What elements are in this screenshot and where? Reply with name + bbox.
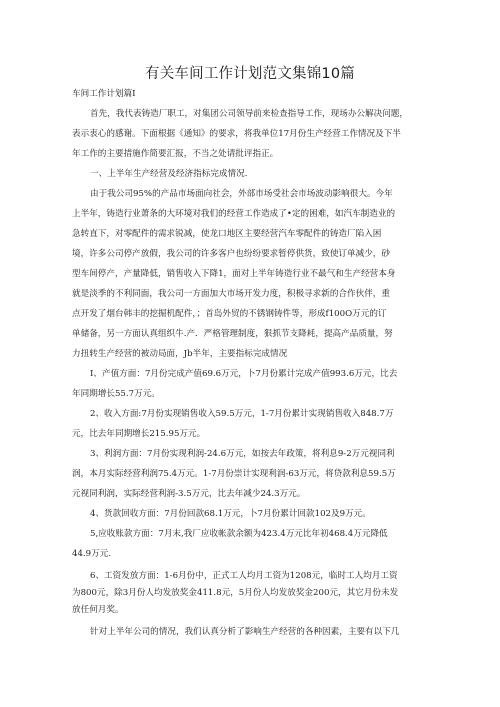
paragraph-line: 为800元，除3月份人均发放奖金411.8元，5月份人均发放奖金200元，其它月份未发 (72, 588, 399, 598)
paragraph-line: 元视同利润，实际经营利润-3.5万元，比去年减少24.3万元。 (72, 489, 306, 499)
paragraph-line: I、产值方面：7月份完成产值69.6万元，卜7月份累计完成产值993.6万元，比去 (90, 369, 398, 379)
paragraph-line: 5,应收账款方面：7月末,我厂应收帐款余额为423.4万元比年初468.4万元降低 (90, 529, 388, 539)
paragraph-line: 放任何月奖。 (72, 605, 124, 615)
paragraph-line: 一、上半年生产经营及经济指标完成情况. (90, 169, 248, 179)
paragraph-line: 上半年，铸造行业萧条的大环境对我们的经营工作造成了•定的困难，如汽车制造业的 (72, 209, 396, 219)
paragraph-line: 润，本月实际经营利润75.4万元。1-7月份崇计实现利润-63万元，将贷款利息59.5万 (72, 469, 396, 479)
paragraph-line: 由于我公司95%的产品市场面向社会，外部市场受社会市场波动影响很大。今年 (90, 189, 393, 199)
paragraph-line: 急转直下，对零配件的需求锐减，使龙口地区主要经营汽车零配件的铸造厂陷入困 (72, 229, 382, 239)
document-title: 有关车间工作计划范文集锦10篇 (145, 66, 355, 82)
paragraph-line: 年工作的主要措施作简要汇报，不当之处请批评指正。 (72, 149, 279, 159)
paragraph-line: 6、工资发放方面：1-6月份中，正式工人均月工资为1208元，临时工人均月工资 (90, 571, 398, 581)
paragraph-line: 44.9万元. (72, 549, 112, 559)
paragraph-line: 针对上半年公司的情况，我们认真分析了影响生产经营的各种因素，主要有以下几 (90, 627, 400, 637)
paragraph-line: 首先，我代表铸造厂职工，对集团公司领导前来检查指导工作，现场办公解决问题， (90, 109, 408, 119)
paragraph-line: 境，许多公司停产放假，我公司的许多客户也纷纷要求暂停供货，致使订单减少，砂 (72, 249, 390, 259)
paragraph-line: 点开发了烟台韩丰的挖掘机配件，；首岛外贸的不锈钢铸件等，形成f100O万元的订 (72, 309, 387, 319)
paragraph-line: 4、货款回收方面：7月份回款68.1万元，卜7月份累计回款102及9万元。 (90, 509, 371, 519)
paragraph-line: 就是淡季的不利同面，我公司一方面加大市场开发力度，积极寻求新的合作伙伴，重 (72, 289, 390, 299)
paragraph-line: 2、收入方面:7月份实现销售收入59.5万元，1-7月份累计实现销售收入848.7万 (90, 409, 394, 419)
section-heading: 车间工作计划篇I (72, 89, 136, 99)
paragraph-line: 元，比去年同期增长215.95万元。 (72, 429, 206, 439)
paragraph-line: 3、利润方面：7月份实现利润-24.6万元，如按去年政策，将利息9-2万元视同利 (90, 449, 395, 459)
paragraph-line: 表示衷心的感谢。下面根据《通知》的要求，将我单位17月份生产经营工作情况及下半 (72, 129, 401, 139)
paragraph-line: 年同期增长55.7万元。 (72, 389, 160, 399)
paragraph-line: 型车间停产，产量降低，销售收入下降1，面对上半年铸造行业不最气和生产经营本身 (72, 269, 396, 279)
paragraph-line: 单储备，另一方面认真组织牛.产．严格管理制度，狠抓节支降耗，提高产品质量，努 (72, 329, 393, 339)
paragraph-line: 力扭转生产经营的被动局面，Jb半年，主要指标完成情况 (72, 349, 288, 359)
